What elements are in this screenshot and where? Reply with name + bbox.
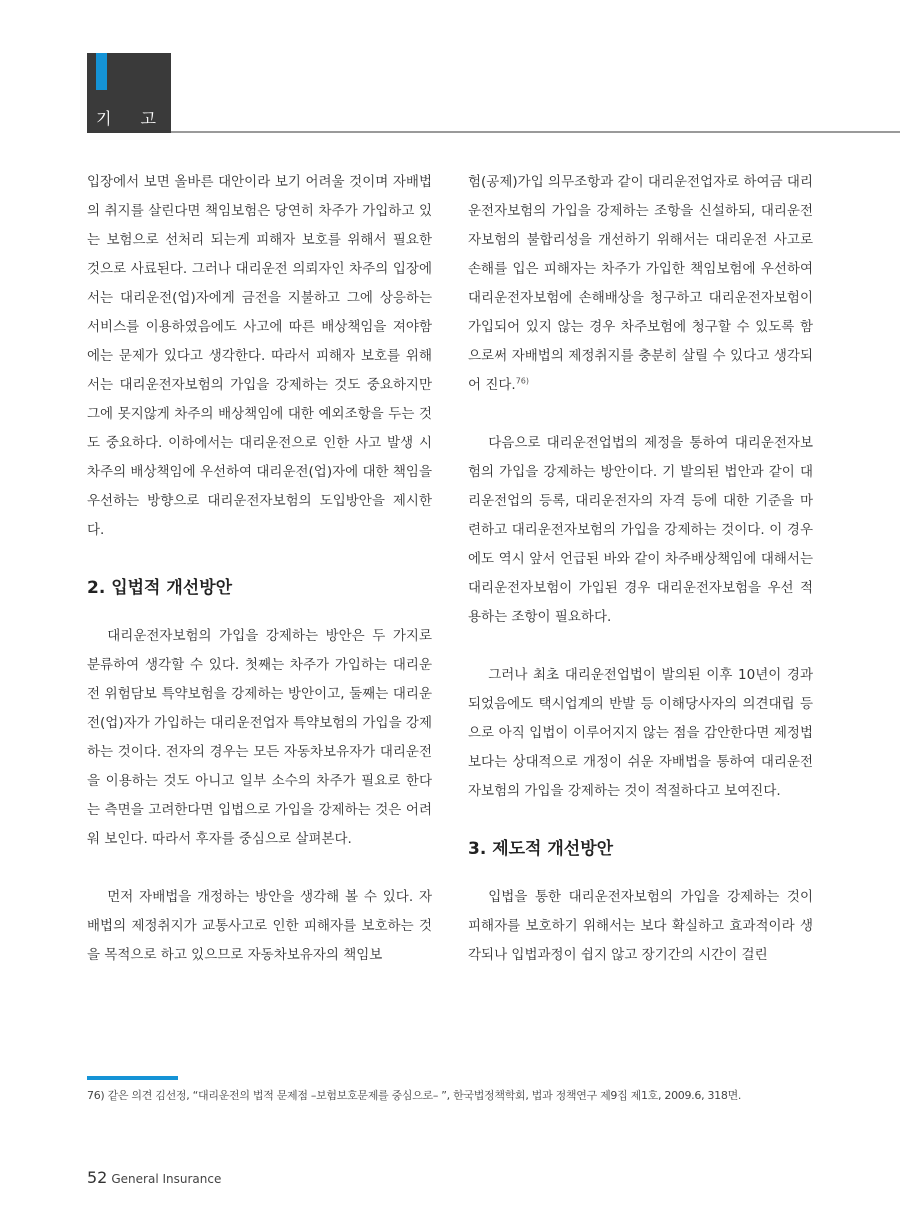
footnote-marker: 76) [515,376,530,386]
section-header-label: 기 고 [96,109,168,128]
section-heading: 2. 입법적 개선방안 [87,578,233,598]
footnote: 76) 같은 의견 김선정, “대리운전의 법적 문제점 –보험보호문제를 중심으로– ”, 한국법정책학회, 법과 정책연구 제9집 제1호, 2009.6, 318면. [87,1089,742,1102]
paragraph: 먼저 자배법을 개정하는 방안을 생각해 볼 수 있다. 자배법의 제정취지가 교통사고로 인한 피해자를 보호하는 것을 목적으로 하고 있으므로 자동차보유자의 책임보 [87,889,432,963]
page-folio [87,1168,221,1187]
paragraph [468,168,813,400]
section-heading: 3. 제도적 개선방안 [468,839,614,859]
left-column [87,168,432,970]
paragraph: 입장에서 보면 올바른 대안이라 보기 어려울 것이며 자배법의 취지를 살린다면 책임보험은 당연히 차주가 가입하고 있는 보험으로 선처리 되는게 피해자 보호를 위해서 필요한 것으로 사료된다. 그러나 대리운전 의뢰자인 차주의 입장에서는 대리운전(업)자에게 금전을 지불하고 그에 상응하는 서비스를 이용하였음에도 사고에 따른 배상책임을 져야함에는 문제가 있다고 생각한다. 따라서 피해자 보호를 위해서는 대리운전자보험의 가입을 강제하는 것도 중요하지만 그에 못지않게 차주의 배상책임에 대한 예외조항을 두는 것도 중요하다. 이하에서는 대리운전으로 인한 사고 발생 시 차주의 배상책임에 우선하여 대리운전(업)자에 대한 책임을 우선하는 방향으로 대리운전자보험의 도입방안을 제시한다. [87,174,432,538]
right-column [468,168,813,970]
paragraph: 입법을 통한 대리운전자보험의 가입을 강제하는 것이 피해자를 보호하기 위해서는 보다 확실하고 효과적이라 생각되나 입법과정이 쉽지 않고 장기간의 시간이 걸린 [468,889,813,963]
publication-name: General Insurance [111,1172,222,1186]
footnote-rule [87,1076,178,1080]
paragraph-text: 험(공제)가입 의무조항과 같이 대리운전업자로 하여금 대리운전자보험의 가입을 강제하는 조항을 신설하되, 대리운전자보험의 불합리성을 개선하기 위해서는 대리운전 사고로 손해를 입은 피해자는 차주가 가입한 책임보험에 우선하여 대리운전자보험에 손해배상을 청구하고 대리운전자보험이 가입되어 있지 않는 경우 차주보험에 청구할 수 있도록 함으로써 자배법의 제정취지를 충분히 살릴 수 있다고 생각되어 진다. [468,174,813,393]
header-rule [171,131,900,133]
paragraph: 대리운전자보험의 가입을 강제하는 방안은 두 가지로 분류하여 생각할 수 있다. 첫째는 차주가 가입하는 대리운전 위험담보 특약보험을 강제하는 방안이고, 둘째는 대리운전(업)자가 가입하는 대리운전업자 특약보험의 가입을 강제하는 것이다. 전자의 경우는 모든 자동차보유자가 대리운전을 이용하는 것도 아니고 일부 소수의 차주가 필요로 한다는 측면을 고려한다면 입법으로 가입을 강제하는 것은 어려워 보인다. 따라서 후자를 중심으로 살펴본다. [87,628,432,847]
page-number: 52 [87,1168,108,1187]
section-header-accent [96,53,107,90]
paragraph: 다음으로 대리운전업법의 제정을 통하여 대리운전자보험의 가입을 강제하는 방안이다. 기 발의된 법안과 같이 대리운전업의 등록, 대리운전자의 자격 등에 대한 기준을 마련하고 대리운전자보험의 가입을 강제하는 것이다. 이 경우에도 역시 앞서 언급된 바와 같이 차주배상책임에 대해서는 대리운전자보험이 가입된 경우 대리운전자보험을 우선 적용하는 조항이 필요하다. [468,435,813,625]
paragraph: 그러나 최초 대리운전업법이 발의된 이후 10년이 경과되었음에도 택시업계의 반발 등 이해당사자의 의견대립 등으로 아직 입법이 이루어지지 않는 점을 감안한다면 제정법 보다는 상대적으로 개정이 쉬운 자배법을 통하여 대리운전자보험의 가입을 강제하는 것이 적절하다고 보여진다. [468,667,813,799]
